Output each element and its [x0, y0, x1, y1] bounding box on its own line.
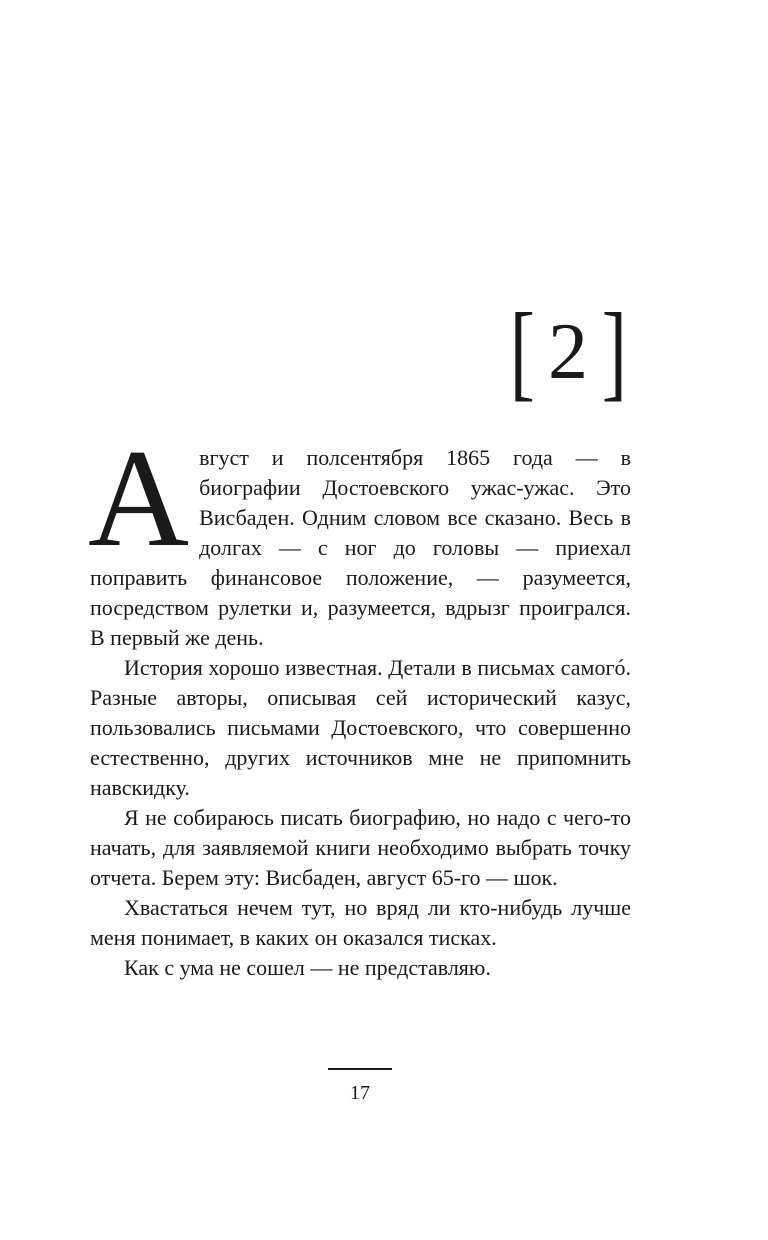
chapter-text — [88, 421, 631, 983]
paragraph-4: Хвастаться нечем тут, но вряд ли кто-нибудь лучше меня понимает, в каких он оказался тисках. — [90, 895, 631, 950]
paragraph-3: Я не собираюсь писать биографию, но надо с чего-то начать, для заявляемой книги необходимо выбрать точку отчета. Берем эту: Висбаден, август 65-го — шок. — [90, 805, 631, 890]
footer-rule — [328, 1068, 392, 1070]
paragraph-1-text: вгуст и полсентября 1865 года — в биографии Достоевского ужас-ужас. Это Висбаден. Одним словом все сказано. Весь в долгах — с ног до головы — приехал поправить финансовое положение, — разумеется, посредством рулетки и, разумеется, вдрызг проигрался. В первый же день. — [90, 445, 631, 650]
drop-cap: А — [88, 421, 190, 576]
page-number: 17 — [350, 1082, 370, 1104]
chapter-number — [504, 292, 634, 411]
paragraph-2: История хорошо известная. Детали в письмах самогó. Разные авторы, описывая сей исторический казус, пользовались письмами Достоевского, что совершенно естественно, других источников мне не припомнить навскидку. — [90, 655, 631, 800]
chapter-number-value: 2 — [548, 308, 591, 396]
chapter-bracket-open: [ — [509, 292, 537, 411]
chapter-bracket-close: ] — [601, 292, 629, 411]
paragraph-5: Как с ума не сошел — не представляю. — [124, 955, 491, 980]
paragraph-1 — [88, 421, 631, 653]
